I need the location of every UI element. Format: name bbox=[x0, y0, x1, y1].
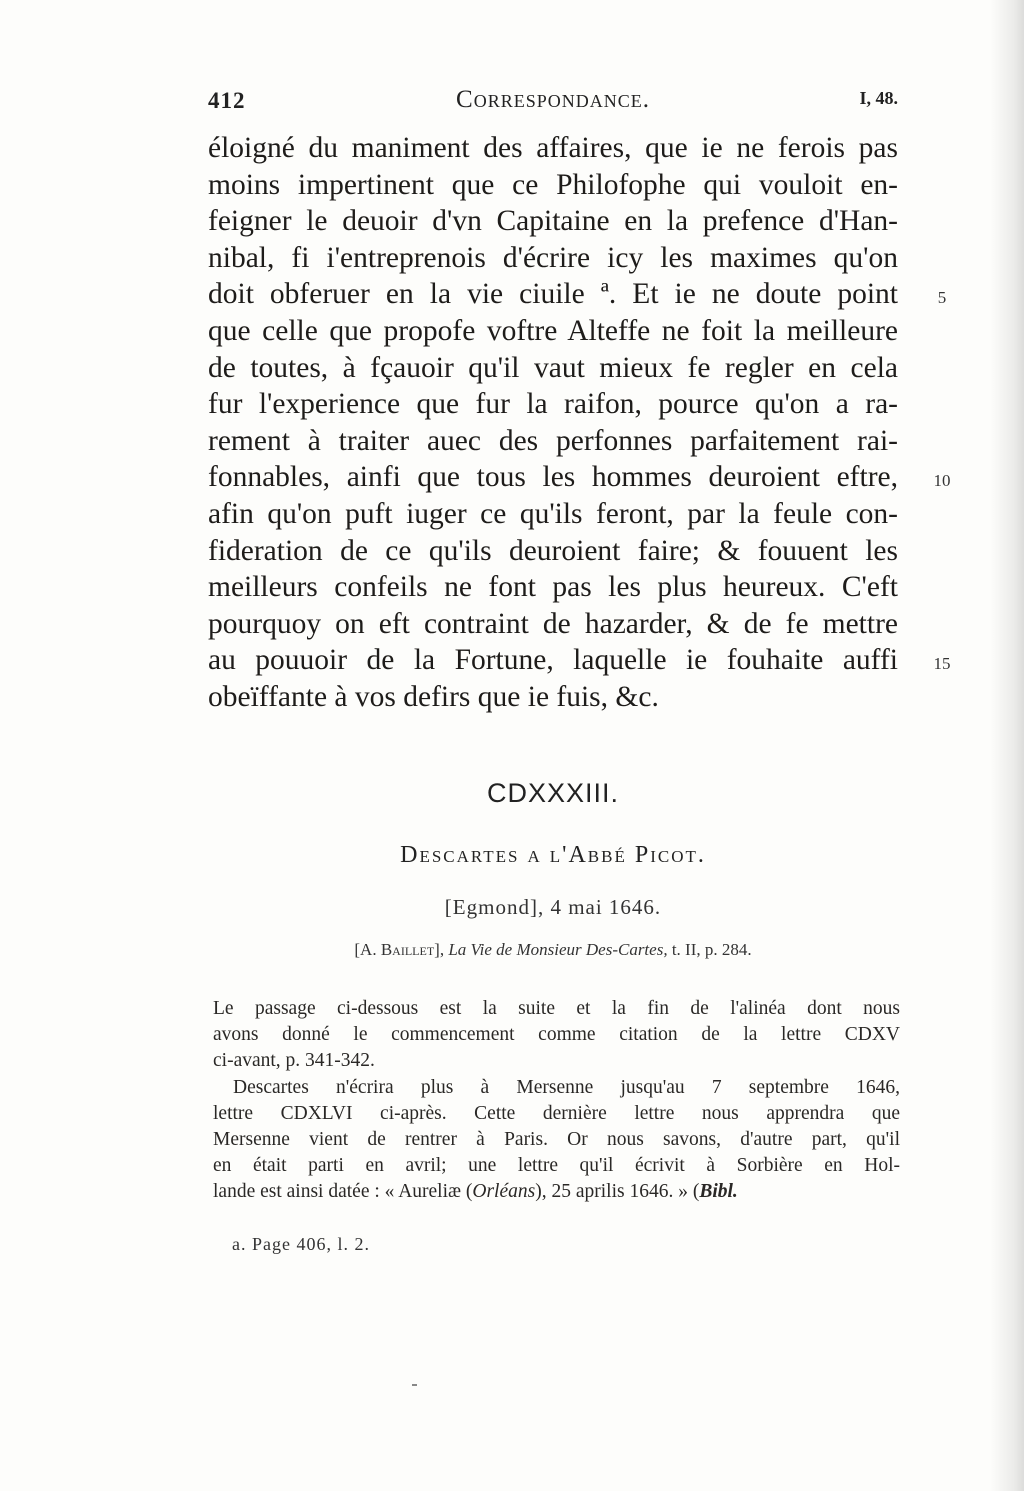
text-line: éloigné du maniment des affaires, que ie ne ferois pas bbox=[208, 132, 898, 164]
note-line: Descartes n'écrira plus à Mersenne jusqu'au 7 septembre 1646, bbox=[233, 1076, 900, 1098]
running-title: Correspondance. bbox=[456, 86, 650, 113]
letter-title: Descartes a l'Abbé Picot. bbox=[400, 842, 706, 868]
page-number: 412 bbox=[208, 88, 246, 113]
text-line: fonnables, ainfi que tous les hommes deuroient eftre, bbox=[208, 461, 898, 494]
note-line: Le passage ci-dessous est la suite et la fin de l'alinéa dont nous bbox=[213, 998, 900, 1019]
line-number: 5 bbox=[937, 288, 947, 308]
volume-reference: I, 48. bbox=[859, 88, 898, 108]
text-line: meilleurs confeils ne font pas les plus heureux. C'eft bbox=[208, 571, 898, 604]
line-number: 15 bbox=[933, 654, 951, 674]
text-line: que celle que propofe voftre Alteffe ne foit la meilleure bbox=[208, 314, 898, 347]
footnote: a. Page 406, l. 2. bbox=[232, 1234, 370, 1254]
text-line: au pouuoir de la Fortune, laquelle ie fouhaite auffi bbox=[208, 644, 898, 677]
note-line: lande est ainsi datée : « Aureliæ (Orléans), 25 aprilis 1646. » (Bibl. bbox=[213, 1181, 738, 1203]
text-line: moins impertinent que ce Philofophe qui vouloit en- bbox=[208, 168, 898, 201]
letter-number: CDXXXIII. bbox=[486, 778, 620, 808]
line-number: 10 bbox=[933, 471, 951, 491]
text-line: fideration de ce qu'ils deuroient faire; & fouuent les bbox=[208, 534, 898, 567]
main-letter-text bbox=[208, 130, 898, 716]
note-paragraph-2 bbox=[213, 1075, 900, 1180]
letter-date: [Egmond], 4 mai 1646. bbox=[444, 895, 662, 919]
text-line: feigner le deuoir d'vn Capitaine en la prefence d'Han- bbox=[208, 205, 898, 238]
text-line: de toutes, à fçauoir qu'il vaut mieux fe regler en cela bbox=[208, 351, 898, 384]
note-line: lettre CDXLVI ci-après. Cette dernière lettre nous apprendra que bbox=[213, 1102, 900, 1124]
note-line: Mersenne vient de rentrer à Paris. Or nous savons, d'autre part, qu'il bbox=[213, 1128, 900, 1150]
text-line: pourquoy on eft contraint de hazarder, & de fe mettre bbox=[208, 607, 898, 640]
text-line: fur l'experience que fur la raifon, pource qu'on a ra- bbox=[208, 388, 898, 421]
letter-source: [A. Baillet], La Vie de Monsieur Des-Cartes, t. II, p. 284. bbox=[354, 940, 752, 959]
text-line: obeïffante à vos defirs que ie fuis, &c. bbox=[208, 680, 659, 713]
text-line: rement à traiter auec des perfonnes parfaitement rai- bbox=[208, 424, 898, 457]
source-work: La Vie de Monsieur Des-Cartes, bbox=[448, 940, 668, 959]
text-line: nibal, fi i'entreprenois d'écrire icy les maximes qu'on bbox=[208, 241, 898, 274]
note-line: ci-avant, p. 341-342. bbox=[213, 1050, 375, 1072]
page-speck bbox=[412, 1384, 417, 1386]
page-edge-shadow bbox=[990, 0, 1024, 1491]
note-line: en était parti en avril; une lettre qu'il écrivit à Sorbière en Hol- bbox=[213, 1155, 900, 1177]
text-line: doit obferuer en la vie ciuile ª. Et ie ne doute point bbox=[208, 278, 898, 311]
running-header bbox=[208, 84, 898, 118]
editorial-notes bbox=[213, 996, 900, 1206]
text-line: afin qu'on puft iuger ce qu'ils feront, par la feule con- bbox=[208, 497, 898, 530]
note-line: avons donné le commencement comme citation de la lettre CDXV bbox=[213, 1024, 900, 1046]
source-author: Baillet bbox=[380, 940, 435, 959]
note-paragraph-1 bbox=[213, 996, 900, 1075]
